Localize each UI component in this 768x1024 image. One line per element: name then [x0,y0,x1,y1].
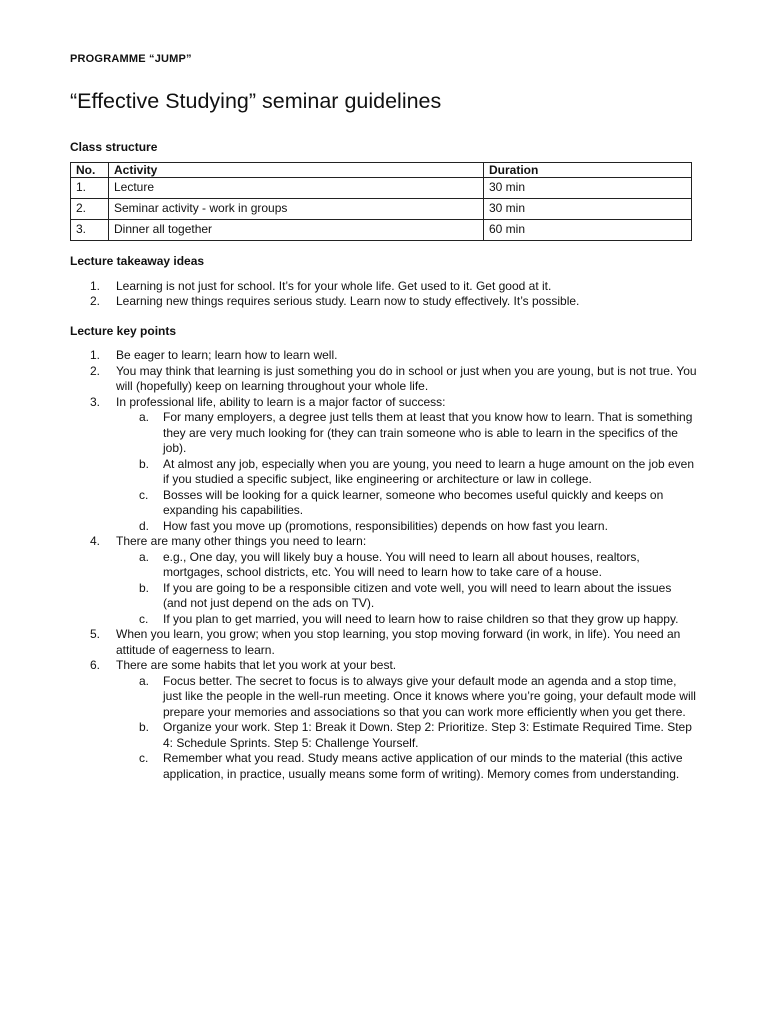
cell-no: 1. [71,178,109,199]
sub-list-item [116,519,698,535]
cell-activity: Dinner all together [109,220,484,241]
takeaway-list [70,279,698,310]
list-item [70,395,698,535]
cell-no: 2. [71,199,109,220]
cell-no: 3. [71,220,109,241]
sub-list-item [116,612,698,628]
sub-list-letter: c. [139,611,149,626]
sub-list-item-text: Bosses will be looking for a quick learner, someone who becomes useful quickly and keeps on expanding his capabilities. [163,487,664,517]
sub-list-item [116,550,698,581]
list-item [70,279,698,295]
cell-activity: Lecture [109,178,484,199]
programme-label: PROGRAMME “JUMP” [70,53,192,65]
sub-list-item [116,410,698,457]
column-header-duration: Duration [484,163,692,178]
key-points-heading: Lecture key points [70,323,177,338]
list-item-text: Learning new things requires serious study. Learn now to study effectively. It’s possible. [116,294,580,308]
sub-list-letter: c. [139,487,149,502]
list-item [70,627,698,658]
sub-list-letter: a. [139,410,150,424]
sub-list-item [116,488,698,519]
list-number: 6. [90,658,101,672]
table-row [71,220,692,241]
sub-list-item-text: Focus better. The secret to focus is to always give your default mode an agenda and a stop time, just like the people in the well-run meeting. Once it knows where you’re going, your default mode will prepare your memories and associations so that you can work more efficiently when you get there. [163,673,696,719]
sub-list-letter: b. [139,580,150,595]
sub-list-letter: c. [139,751,149,765]
column-header-activity: Activity [109,163,484,178]
key-points-list [70,348,698,782]
sub-list-item-text: How fast you move up (promotions, responsibilities) depends on how fast you learn. [163,518,608,533]
list-item-text: There are some habits that let you work at your best. [116,658,397,672]
sub-list-item [116,720,698,751]
list-number: 1. [90,278,101,293]
sub-list-item-text: Organize your work. Step 1: Break it Down. Step 2: Prioritize. Step 3: Estimate Required Time. Step 4: Schedule Sprints. Step 5: Challenge Yourself. [163,720,692,750]
list-number: 5. [90,627,101,641]
list-item-text: Learning is not just for school. It’s for your whole life. Get used to it. Get good at it. [116,278,552,293]
sub-list [116,550,698,628]
sub-list-item [116,674,698,721]
sub-list-item [116,751,698,782]
sub-list-item-text: At almost any job, especially when you are young, you need to learn a huge amount on the job even if you studied a specific subject, like engineering or architecture or law in college. [163,456,695,486]
sub-list-item-text: Remember what you read. Study means active application of our minds to the material (this active application, in practice, usually means some form of writing). Memory comes from understanding. [163,751,683,781]
list-item-text: When you learn, you grow; when you stop learning, you stop moving forward (in work, in life). You need an attitude of eagerness to learn. [116,627,681,657]
sub-list-item-text: e.g., One day, you will likely buy a house. You will need to learn all about houses, realtors, mortgages, school districts, etc. You will need to learn how to take care of a house. [163,549,640,579]
sub-list-item [116,581,698,612]
cell-duration: 60 min [484,220,692,241]
sub-list-item-text: If you are going to be a responsible citizen and vote well, you will need to learn about the issues (and not just depend on the ads on TV). [163,580,672,610]
cell-duration: 30 min [484,178,692,199]
sub-list-item [116,457,698,488]
sub-list-letter: b. [139,456,150,471]
takeaway-heading: Lecture takeaway ideas [70,254,205,268]
list-item-text: Be eager to learn; learn how to learn well. [116,348,338,362]
sub-list-letter: d. [139,518,150,533]
list-item [70,294,698,310]
list-item-text: There are many other things you need to learn: [116,534,367,548]
class-structure-heading: Class structure [70,139,158,154]
list-number: 2. [90,294,101,308]
list-number: 4. [90,534,101,548]
table-header-row [71,163,692,178]
list-number: 3. [90,394,101,409]
sub-list-letter: a. [139,549,150,564]
sub-list-item-text: If you plan to get married, you will need to learn how to raise children so that they grow up happy. [163,611,679,626]
cell-duration: 30 min [484,199,692,220]
page-title: “Effective Studying” seminar guidelines [70,88,442,113]
sub-list [116,674,698,783]
table-row [71,178,692,199]
list-number: 1. [90,348,101,362]
sub-list [116,410,698,534]
sub-list-letter: b. [139,720,150,734]
list-item-text: You may think that learning is just something you do in school or just when you are young, but is not true. You will (hopefully) keep on learning throughout your whole life. [116,363,697,393]
list-number: 2. [90,363,101,378]
class-structure-table [70,162,692,241]
list-item [70,364,698,395]
table-row [71,199,692,220]
cell-activity: Seminar activity - work in groups [109,199,484,220]
list-item-text: In professional life, ability to learn is a major factor of success: [116,394,446,409]
sub-list-item-text: For many employers, a degree just tells them at least that you know how to learn. That is something they are very much looking for (they can train someone who is able to learn in the specifics of the job). [163,410,693,455]
list-item [70,658,698,782]
column-header-no: No. [71,163,109,178]
sub-list-letter: a. [139,673,150,688]
list-item [70,534,698,627]
list-item [70,348,698,364]
